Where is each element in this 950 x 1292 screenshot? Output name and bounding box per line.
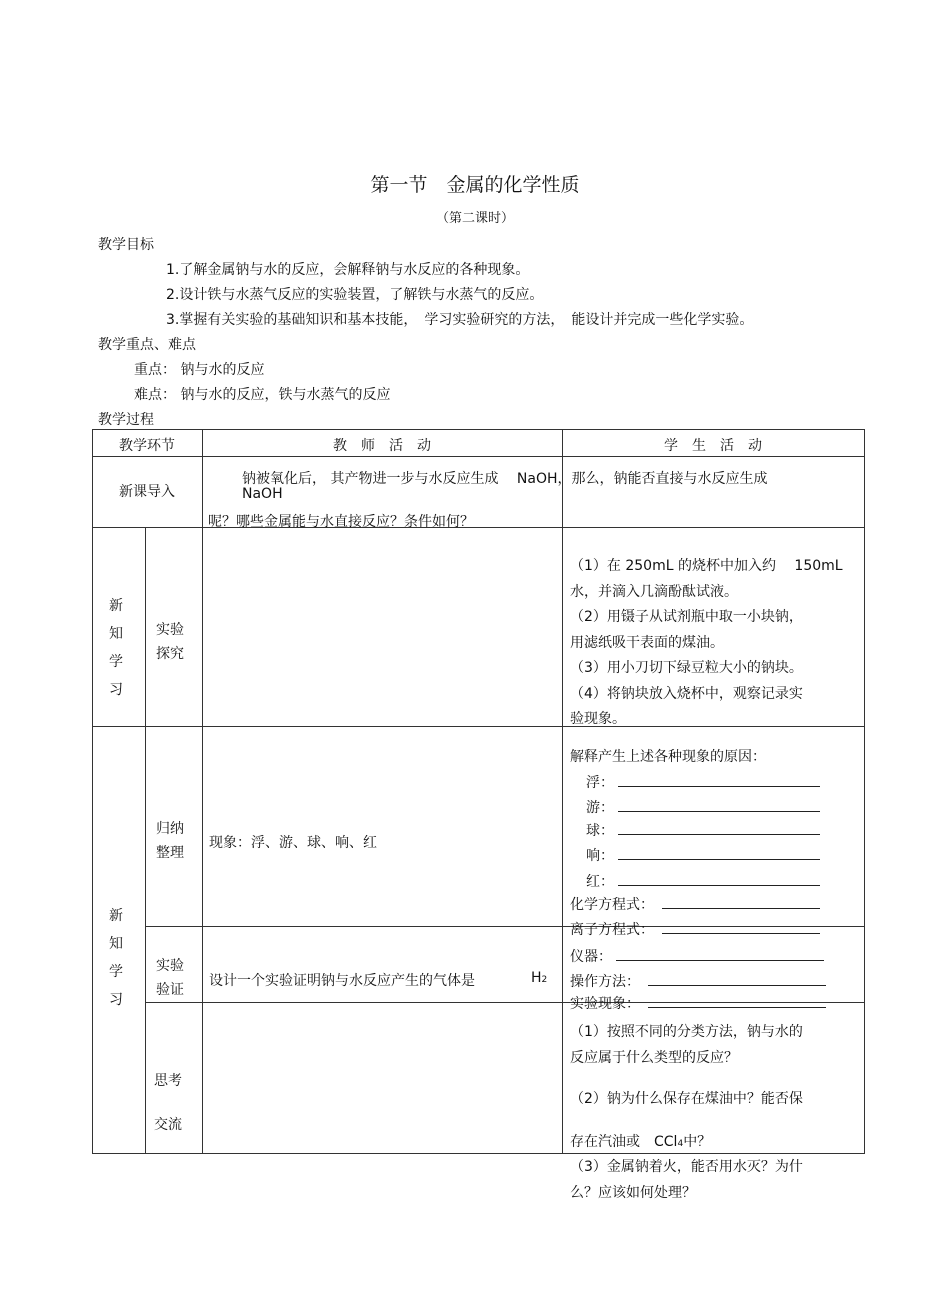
header-teacher: 教 师 活 动 bbox=[333, 438, 431, 454]
blank-red: 红： bbox=[586, 871, 820, 891]
answer-blank[interactable] bbox=[648, 971, 826, 986]
header-student: 学 生 活 动 bbox=[664, 438, 762, 454]
question-2b: 存在汽油或 CCl4中？ bbox=[570, 1134, 712, 1150]
question-1a: （1）按照不同的分类方法，钠与水的 bbox=[570, 1024, 803, 1040]
answer-blank[interactable] bbox=[616, 946, 824, 961]
ion-equation: 离子方程式： bbox=[570, 919, 820, 939]
intro-label: 新课导入 bbox=[119, 484, 175, 500]
verify-gas: H2 bbox=[531, 970, 548, 986]
step-line: （3）用小刀切下绿豆粒大小的钠块。 bbox=[570, 660, 803, 676]
verify-instrument: 仪器： bbox=[570, 946, 824, 966]
step-line: （4）将钠块放入烧杯中，观察记录实 bbox=[570, 685, 803, 702]
objective-item: 2.设计铁与水蒸气反应的实验装置，了解铁与水蒸气的反应。 bbox=[166, 287, 544, 303]
step-line: 水，并滴入几滴酚酞试液。 bbox=[570, 583, 738, 600]
intro-text-line2: NaOH bbox=[242, 486, 283, 502]
objective-item: 1.了解金属钠与水的反应，会解释钠与水反应的各种现象。 bbox=[166, 262, 530, 278]
think-label-1: 思考 bbox=[154, 1073, 182, 1089]
answer-blank[interactable] bbox=[618, 797, 820, 812]
intro-text-line3: 呢？哪些金属能与水直接反应？条件如何？ bbox=[208, 514, 474, 530]
verify-label: 实验 验证 bbox=[156, 958, 184, 998]
summary-label: 归纳 整理 bbox=[156, 821, 184, 861]
intro-text-line1: 钠被氧化后， 其产物进一步与水反应生成 NaOH，那么，钠能否直接与水反应生成 bbox=[242, 471, 768, 487]
step-line: 验现象。 bbox=[570, 711, 626, 727]
blank-swim: 游： bbox=[586, 797, 820, 817]
verify-teacher: 设计一个实验证明钠与水反应产生的气体是 bbox=[209, 973, 475, 989]
step-line: （2）用镊子从试剂瓶中取一小块钠， bbox=[570, 609, 803, 625]
answer-blank[interactable] bbox=[618, 871, 820, 886]
group-label-1: 新 知 学 习 bbox=[109, 598, 123, 698]
chem-equation: 化学方程式： bbox=[570, 894, 820, 914]
summary-teacher: 现象：浮、游、球、响、红 bbox=[209, 835, 377, 851]
group-label-2: 新 知 学 习 bbox=[109, 908, 123, 1008]
step-line: （1）在 250mL 的烧杯中加入约 150mL bbox=[570, 558, 843, 574]
question-3b: 么？应该如何处理？ bbox=[570, 1185, 696, 1201]
difficult-point: 难点： 钠与水的反应，铁与水蒸气的反应 bbox=[134, 387, 391, 403]
page-subtitle: （第二课时） bbox=[435, 211, 514, 226]
answer-blank[interactable] bbox=[662, 894, 820, 909]
answer-blank[interactable] bbox=[648, 993, 826, 1008]
answer-blank[interactable] bbox=[618, 772, 820, 787]
objective-item: 3.掌握有关实验的基础知识和基本技能， 学习实验研究的方法， 能设计并完成一些化学实验。 bbox=[166, 312, 754, 328]
think-label-2: 交流 bbox=[154, 1117, 182, 1133]
summary-intro: 解释产生上述各种现象的原因： bbox=[570, 749, 766, 765]
verify-phenomenon: 实验现象： bbox=[570, 993, 826, 1013]
blank-sound: 响： bbox=[586, 845, 820, 865]
answer-blank[interactable] bbox=[618, 845, 820, 860]
explore-student-steps bbox=[570, 554, 843, 733]
question-2a: （2）钠为什么保存在煤油中？能否保 bbox=[570, 1091, 803, 1107]
header-stage: 教学环节 bbox=[119, 438, 175, 454]
key-point: 重点： 钠与水的反应 bbox=[134, 362, 265, 378]
process-heading: 教学过程 bbox=[98, 412, 154, 428]
page-title: 第一节 金属的化学性质 bbox=[370, 174, 580, 196]
step-line: 用滤纸吸干表面的煤油。 bbox=[570, 634, 724, 651]
keypoints-heading: 教学重点、难点 bbox=[98, 337, 196, 353]
blank-float: 浮： bbox=[586, 772, 820, 792]
question-3a: （3）金属钠着火，能否用水灭？为什 bbox=[570, 1159, 803, 1175]
question-1b: 反应属于什么类型的反应？ bbox=[570, 1050, 738, 1066]
verify-method: 操作方法： bbox=[570, 971, 826, 991]
answer-blank[interactable] bbox=[662, 919, 820, 934]
explore-label: 实验 探究 bbox=[156, 622, 184, 662]
answer-blank[interactable] bbox=[618, 820, 820, 835]
blank-ball: 球： bbox=[586, 820, 820, 840]
objectives-heading: 教学目标 bbox=[98, 237, 154, 253]
